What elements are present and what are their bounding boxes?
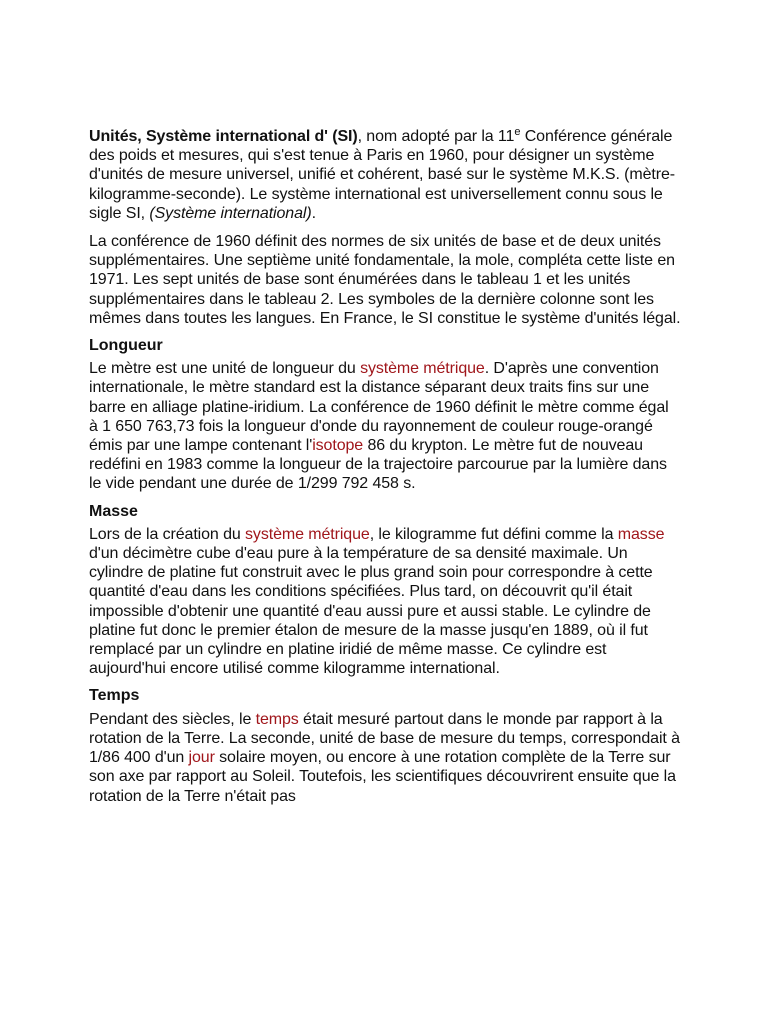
intro-term: Unités, Système international d' (SI)	[89, 128, 358, 145]
intro-text-1: , nom adopté par la 11	[357, 128, 515, 145]
heading-masse: Masse	[89, 502, 138, 520]
longueur-text-2: . D'après une convention internationale, le mètre standard est la distance séparant deux traits fins sur une barre en alliage platine-iridium. La conférence de 1960 définit le mètre comme égal à 1 650 763,73 fois la longueur d'onde du rayonnement de couleur rouge-orangé émis par une lampe contenant l'	[89, 360, 669, 455]
temps-text-2: était mesuré partout dans le monde par rapport à la rotation de la Terre. La seconde, unité de base de mesure du temps, correspondait à 1/86 400 d'un	[89, 710, 680, 767]
link-isotope[interactable]: isotope	[312, 437, 364, 455]
heading-temps: Temps	[89, 687, 140, 705]
link-masse[interactable]: masse	[617, 525, 665, 543]
link-systeme-metrique[interactable]: système métrique	[360, 360, 485, 378]
link-systeme-metrique-2[interactable]: système métrique	[245, 525, 370, 543]
link-temps[interactable]: temps	[255, 710, 299, 728]
paragraph-1960: La conférence de 1960 définit des normes de six unités de base et de deux unités supplémentaires. Une septième unité fondamentale, la mole, compléta cette liste en 1971. Les sept unités de base sont énumérées dans le tableau 1 et les unités supplémentaires dans le tableau 2. Les symboles de la dernière colonne sont les mêmes dans toutes les langues. En France, le SI constitue le système d'unités légal.	[89, 233, 681, 327]
paragraph-temps	[89, 710, 681, 806]
masse-text-3: d'un décimètre cube d'eau pure à la température de sa densité maximale. Un cylindre de platine fut construit avec le plus grand soin pour correspondre à cette quantité d'eau dans les conditions spécifiées. Plus tard, on découvrit qu'il était impossible d'obtenir une quantité d'eau aussi pure et aussi stable. Le cylindre de platine fut donc le premier étalon de mesure de la masse jusqu'en 1889, où il fut remplacé par un cylindre en platine iridié de même masse. Ce cylindre est aujourd'hui encore utilisé comme kilogramme international.	[89, 545, 653, 678]
intro-text-2: Conférence générale des poids et mesures, qui s'est tenue à Paris en 1960, pour désigner un système d'unités de mesure universel, unifié et cohérent, basé sur le système M.K.S. (mètre-kilogramme-seconde). Le système international est universellement connu sous le sigle SI,	[89, 128, 676, 222]
masse-text-2: , le kilogramme fut défini comme la	[369, 525, 618, 543]
intro-end: .	[311, 204, 316, 222]
temps-text-1: Pendant des siècles, le	[89, 710, 256, 728]
longueur-text-1: Le mètre est une unité de longueur du	[89, 360, 361, 378]
temps-text-3: solaire moyen, ou encore à une rotation complète de la Terre sur son axe par rapport au Soleil. Toutefois, les scientifiques découvrirent ensuite que la rotation de la Terre n'était pas	[89, 749, 676, 805]
article	[89, 127, 681, 806]
intro-paragraph	[89, 127, 681, 223]
intro-italic: (Système international)	[149, 204, 312, 222]
longueur-text-3: 86 du krypton. Le mètre fut de nouveau redéfini en 1983 comme la longueur de la trajectoire parcourue par la lumière dans le vide pendant une durée de 1/299 792 458 s.	[89, 437, 667, 493]
masse-text-1: Lors de la création du	[89, 525, 246, 543]
paragraph-longueur	[89, 359, 681, 493]
heading-longueur: Longueur	[89, 337, 163, 355]
intro-superscript: e	[514, 126, 521, 138]
paragraph-masse	[89, 525, 681, 679]
link-jour[interactable]: jour	[188, 749, 215, 767]
